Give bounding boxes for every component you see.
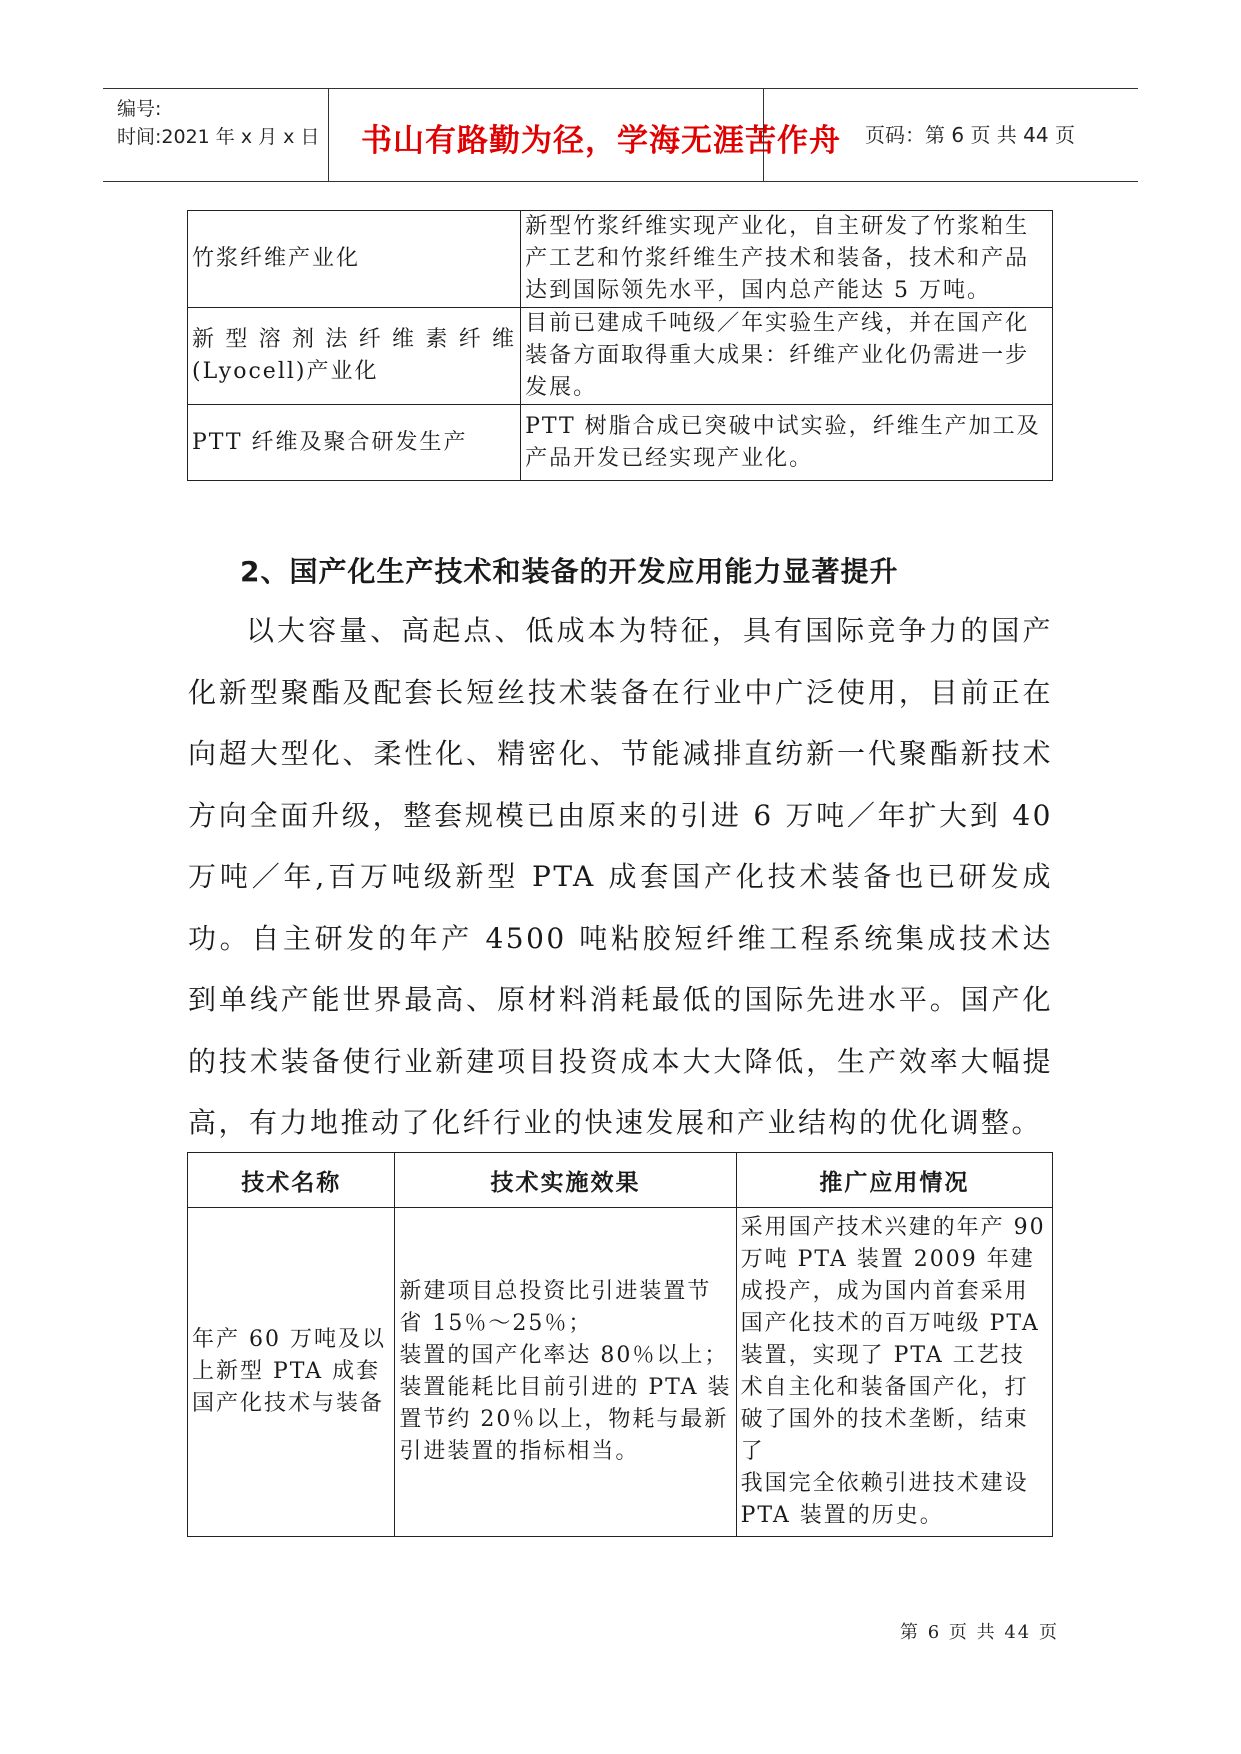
body-paragraph: 以大容量、高起点、低成本为特征，具有国际竞争力的国产化新型聚酯及配套长短丝技术装备在行业中广泛使用，目前正在向超大型化、柔性化、精密化、节能减排直纺新一代聚酯新技术方向全面升级，整套规模已由原来的引进 6 万吨／年扩大到 40 万吨／年,百万吨级新型 PTA 成套国产化技术装备也已研发成功。自主研发的年产 4500 吨粘胶短纤维工程系统集成技术达到单线产能世界最高、原材料消耗最低的国际先进水平。国产化的技术装备使行业新建项目投资成本大大降低，生产效率大幅提高，有力地推动了化纤行业的快速发展和产业结构的优化调整。 (188, 614, 1053, 1139)
header-meta (117, 95, 319, 151)
tech-table-1 (187, 210, 1053, 481)
tech-status-cell: 新型竹浆纤维实现产业化，自主研发了竹浆粕生产工艺和竹浆纤维生产技术和装备，技术和产品达到国际领先水平，国内总产能达 5 万吨。 (521, 211, 1053, 308)
doc-time-label: 时间:2021 年 x 月 x 日 (117, 126, 320, 148)
tech-effect-cell: 新建项目总投资比引进装置节省 15％～25％； 装置的国产化率达 80％以上； 装置能耗比目前引进的 PTA 装置节约 20％以上，物耗与最新引进装置的指标相当。 (395, 1208, 736, 1537)
table-row (188, 405, 1053, 481)
table-row (188, 1208, 1053, 1537)
tech-name-cell: 竹浆纤维产业化 (188, 211, 521, 308)
section-heading: 2、国产化生产技术和装备的开发应用能力显著提升 (240, 555, 899, 588)
tech-name-cell: 新型溶剂法纤维素纤维(Lyocell)产业化 (188, 308, 521, 405)
column-header: 技术实施效果 (395, 1153, 736, 1208)
doc-number-label: 编号: (117, 98, 162, 120)
tech-application-cell: 采用国产技术兴建的年产 90 万吨 PTA 装置 2009 年建成投产，成为国内首套采用国产化技术的百万吨级 PTA 装置，实现了 PTA 工艺技术自主化和装备国产化，打破了国外的技术垄断，结束了 我国完全依赖引进技术建设 PTA 装置的历史。 (736, 1208, 1052, 1537)
header-divider (763, 89, 764, 181)
header-motto: 书山有路勤为径，学海无涯苦作舟 (361, 123, 841, 159)
table-row (188, 211, 1053, 308)
column-header: 推广应用情况 (736, 1153, 1052, 1208)
table-header-row (188, 1153, 1053, 1208)
column-header: 技术名称 (188, 1153, 395, 1208)
page-footer: 第 6 页 共 44 页 (900, 1622, 1059, 1643)
page-header (103, 88, 1138, 182)
table-row (188, 308, 1053, 405)
tech-status-cell: PTT 树脂合成已突破中试实验，纤维生产加工及产品开发已经实现产业化。 (521, 405, 1053, 481)
header-page-info: 页码：第 6 页 共 44 页 (865, 123, 1075, 147)
tech-name-cell: 年产 60 万吨及以上新型 PTA 成套国产化技术与装备 (188, 1208, 395, 1537)
header-divider (328, 89, 329, 181)
tech-table-2 (187, 1152, 1053, 1537)
tech-status-cell: 目前已建成千吨级／年实验生产线，并在国产化装备方面取得重大成果：纤维产业化仍需进一步发展。 (521, 308, 1053, 405)
tech-name-cell: PTT 纤维及聚合研发生产 (188, 405, 521, 481)
